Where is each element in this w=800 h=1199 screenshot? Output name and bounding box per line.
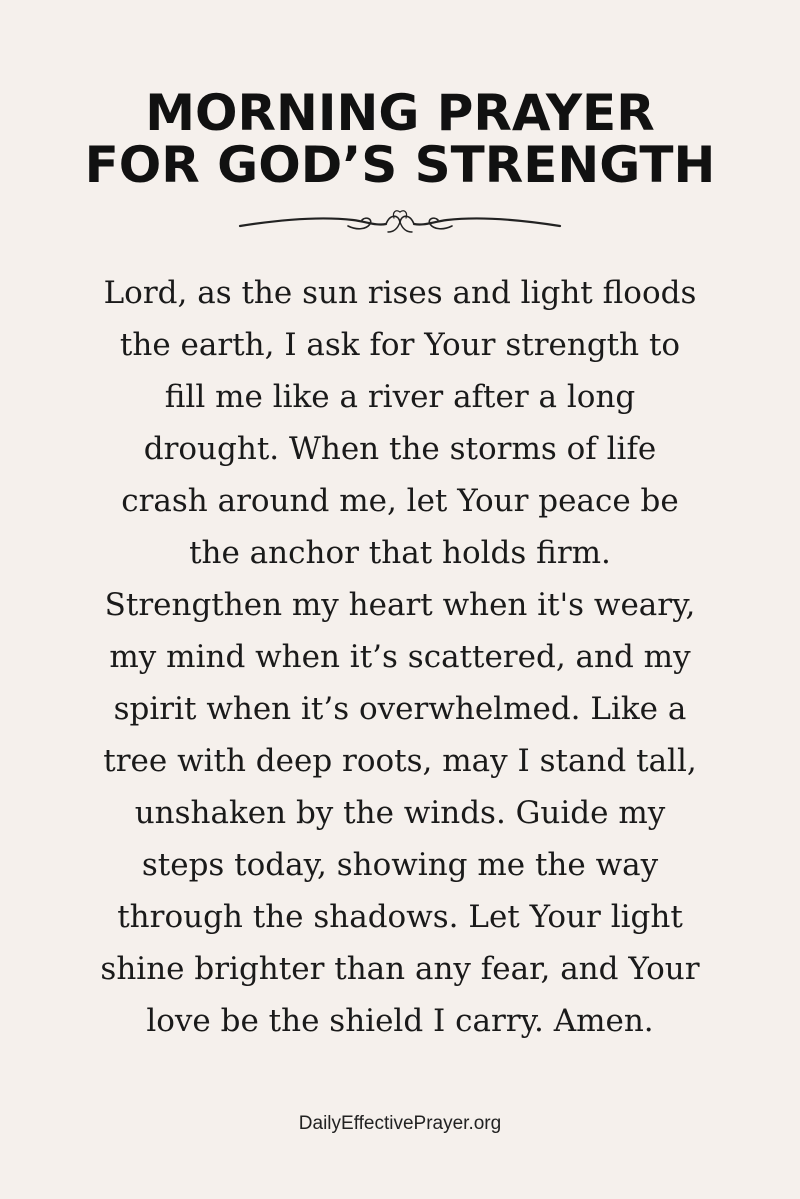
prayer-line: through the shadows. Let Your light [117,899,683,935]
prayer-line: my mind when it’s scattered, and my [109,639,691,675]
prayer-line: love be the shield I carry. Amen. [146,1003,654,1039]
prayer-line: drought. When the storms of life [143,431,657,467]
prayer-line: crash around me, let Your peace be [121,483,679,519]
prayer-line: the earth, I ask for Your strength to [119,327,681,363]
prayer-line: the anchor that holds firm. [189,535,611,571]
title-line-2: FOR GOD’S STRENGTH [84,136,716,194]
prayer-line: unshaken by the winds. Guide my [134,795,666,831]
prayer-line: fill me like a river after a long [164,379,636,415]
website-credit: DailyEffectivePrayer.org [298,1113,502,1134]
prayer-line: steps today, showing me the way [141,847,659,883]
prayer-line: Strengthen my heart when it's weary, [104,587,696,623]
prayer-line: shine brighter than any fear, and Your [100,951,700,987]
flourish-divider-icon [238,206,562,240]
prayer-line: spirit when it’s overwhelmed. Like a [113,691,687,727]
prayer-text [40,267,760,1047]
prayer-line: tree with deep roots, may I stand tall, [103,743,697,779]
title-line-1: MORNING PRAYER [145,84,655,142]
prayer-line: Lord, as the sun rises and light floods [103,275,697,311]
